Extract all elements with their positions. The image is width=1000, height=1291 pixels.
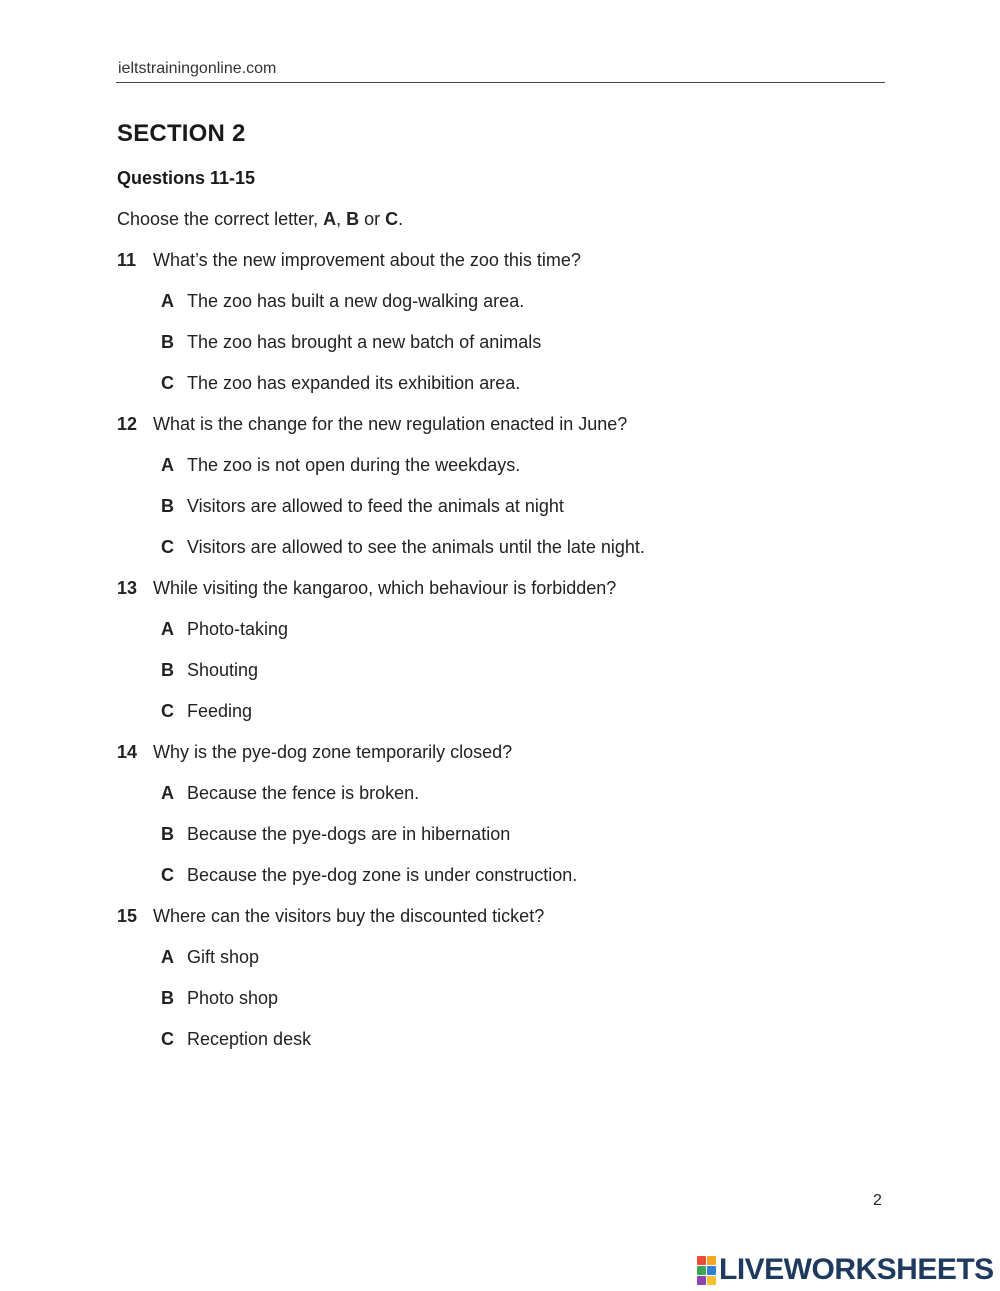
- instruction-prefix: Choose the correct letter,: [117, 209, 324, 229]
- option-text: Because the pye-dogs are in hibernation: [187, 824, 511, 844]
- instruction-letter-a: A: [323, 209, 337, 229]
- instruction-letter-b: B: [346, 209, 360, 229]
- option-13-b[interactable]: [161, 660, 258, 681]
- option-text: Visitors are allowed to feed the animals at night: [187, 496, 564, 516]
- option-text: Photo shop: [187, 988, 279, 1008]
- option-letter: B: [161, 332, 174, 352]
- option-15-a[interactable]: [161, 947, 259, 968]
- questions-range: Questions 11-15: [117, 168, 256, 188]
- option-15-c[interactable]: [161, 1029, 311, 1050]
- option-14-a[interactable]: [161, 783, 419, 804]
- option-letter: C: [161, 865, 174, 885]
- option-11-b[interactable]: [161, 332, 541, 353]
- instruction-letter-c: C: [385, 209, 399, 229]
- logo-block: [707, 1276, 716, 1285]
- question-number: 13: [117, 578, 138, 598]
- question-text: What’s the new improvement about the zoo this time?: [153, 250, 581, 270]
- option-14-c[interactable]: [161, 865, 577, 886]
- logo-block: [697, 1276, 706, 1285]
- option-text: The zoo has brought a new batch of animals: [187, 332, 542, 352]
- question-text: Why is the pye-dog zone temporarily closed?: [153, 742, 513, 762]
- option-letter: C: [161, 701, 174, 721]
- header-divider: [116, 82, 885, 83]
- option-13-c[interactable]: [161, 701, 252, 722]
- option-letter: B: [161, 824, 174, 844]
- option-letter: A: [161, 291, 174, 311]
- question-number: 11: [117, 250, 137, 270]
- option-letter: C: [161, 373, 174, 393]
- question-number: 15: [117, 906, 138, 926]
- option-letter: C: [161, 1029, 174, 1049]
- option-letter: A: [161, 947, 174, 967]
- instruction-sep-1: ,: [336, 209, 347, 229]
- question-11: [117, 250, 581, 271]
- logo-block: [707, 1256, 716, 1265]
- question-text: While visiting the kangaroo, which behaviour is forbidden?: [153, 578, 617, 598]
- option-letter: C: [161, 537, 174, 557]
- question-number: 14: [117, 742, 138, 762]
- instruction-text: [117, 209, 403, 230]
- section-title: SECTION 2: [117, 120, 246, 147]
- logo-blocks-icon: [697, 1256, 716, 1285]
- option-text: The zoo has built a new dog-walking area.: [187, 291, 525, 311]
- logo-block: [697, 1266, 706, 1275]
- option-11-c[interactable]: [161, 373, 520, 394]
- option-14-b[interactable]: [161, 824, 510, 845]
- instruction-suffix: .: [398, 209, 404, 229]
- option-letter: A: [161, 619, 174, 639]
- option-12-c[interactable]: [161, 537, 645, 558]
- question-15: [117, 906, 544, 927]
- option-text: The zoo has expanded its exhibition area.: [187, 373, 521, 393]
- instruction-sep-2: or: [359, 209, 386, 229]
- logo-block: [707, 1266, 716, 1275]
- option-text: Photo-taking: [187, 619, 289, 639]
- option-12-b[interactable]: [161, 496, 564, 517]
- option-text: Visitors are allowed to see the animals until the late night.: [187, 537, 645, 557]
- option-letter: A: [161, 783, 174, 803]
- option-13-a[interactable]: [161, 619, 288, 640]
- option-text: Because the pye-dog zone is under construction.: [187, 865, 578, 885]
- option-text: Shouting: [187, 660, 259, 680]
- option-text: Because the fence is broken.: [187, 783, 420, 803]
- logo-block: [697, 1256, 706, 1265]
- liveworksheets-logo[interactable]: [697, 1254, 994, 1286]
- question-text: Where can the visitors buy the discounted ticket?: [153, 906, 545, 926]
- option-text: Feeding: [187, 701, 253, 721]
- question-text: What is the change for the new regulation enacted in June?: [153, 414, 628, 434]
- option-text: The zoo is not open during the weekdays.: [187, 455, 521, 475]
- question-12: [117, 414, 627, 435]
- question-14: [117, 742, 512, 763]
- page-number: 2: [873, 1192, 882, 1209]
- logo-text: LIVEWORKSHEETS: [719, 1253, 994, 1286]
- option-12-a[interactable]: [161, 455, 520, 476]
- question-number: 12: [117, 414, 138, 434]
- option-letter: B: [161, 496, 174, 516]
- option-11-a[interactable]: [161, 291, 524, 312]
- site-url: ieltstrainingonline.com: [118, 60, 277, 77]
- question-13: [117, 578, 616, 599]
- option-text: Gift shop: [187, 947, 260, 967]
- option-letter: B: [161, 988, 174, 1008]
- option-letter: B: [161, 660, 174, 680]
- option-letter: A: [161, 455, 174, 475]
- option-15-b[interactable]: [161, 988, 278, 1009]
- option-text: Reception desk: [187, 1029, 312, 1049]
